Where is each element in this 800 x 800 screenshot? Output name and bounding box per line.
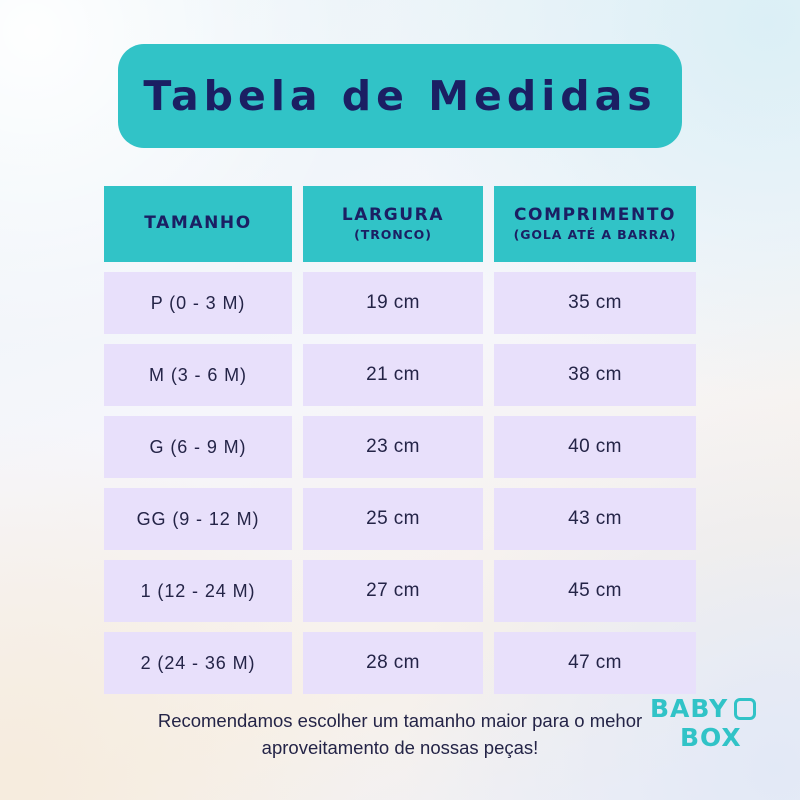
table-row (104, 344, 696, 406)
cell-width: 27 cm (303, 560, 483, 622)
title-banner (118, 44, 682, 148)
table-row (104, 632, 696, 694)
cell-size: G (6 - 9 M) (104, 416, 292, 478)
header-label: LARGURA (341, 204, 445, 225)
cell-size: M (3 - 6 M) (104, 344, 292, 406)
cell-length: 47 cm (494, 632, 696, 694)
header-sublabel: (GOLA ATÉ A BARRA) (513, 227, 677, 243)
cell-length: 35 cm (494, 272, 696, 334)
cell-width: 19 cm (303, 272, 483, 334)
table-row (104, 272, 696, 334)
table-header-cell-size (104, 186, 292, 262)
box-outline-icon (734, 698, 756, 720)
cell-length: 38 cm (494, 344, 696, 406)
brand-logo-word-box: BOX (680, 723, 742, 752)
brand-logo-line2 (650, 723, 774, 752)
cell-size: 2 (24 - 36 M) (104, 632, 292, 694)
table-row (104, 560, 696, 622)
footer-note-line1: Recomendamos escolher um tamanho maior para o mehor (157, 710, 643, 731)
header-label: TAMANHO (144, 213, 252, 234)
cell-size: P (0 - 3 M) (104, 272, 292, 334)
footer-note (95, 708, 705, 762)
footer-note-line2: aproveitamento de nossas peças! (261, 736, 539, 758)
cell-size: GG (9 - 12 M) (104, 488, 292, 550)
cell-size: 1 (12 - 24 M) (104, 560, 292, 622)
brand-logo (650, 694, 774, 772)
cell-length: 43 cm (494, 488, 696, 550)
table-row (104, 488, 696, 550)
brand-logo-word-baby: BABY (650, 694, 729, 723)
brand-logo-line1 (650, 694, 774, 723)
table-header-row (104, 186, 696, 262)
measurements-table (104, 186, 696, 704)
cell-width: 21 cm (303, 344, 483, 406)
cell-width: 23 cm (303, 416, 483, 478)
cell-length: 40 cm (494, 416, 696, 478)
cell-length: 45 cm (494, 560, 696, 622)
cell-width: 28 cm (303, 632, 483, 694)
table-header-cell-width (303, 186, 483, 262)
table-header-cell-length (494, 186, 696, 262)
page-title: Tabela de Medidas (143, 71, 657, 120)
table-row (104, 416, 696, 478)
cell-width: 25 cm (303, 488, 483, 550)
header-label: COMPRIMENTO (513, 204, 677, 225)
header-sublabel: (TRONCO) (354, 227, 432, 243)
